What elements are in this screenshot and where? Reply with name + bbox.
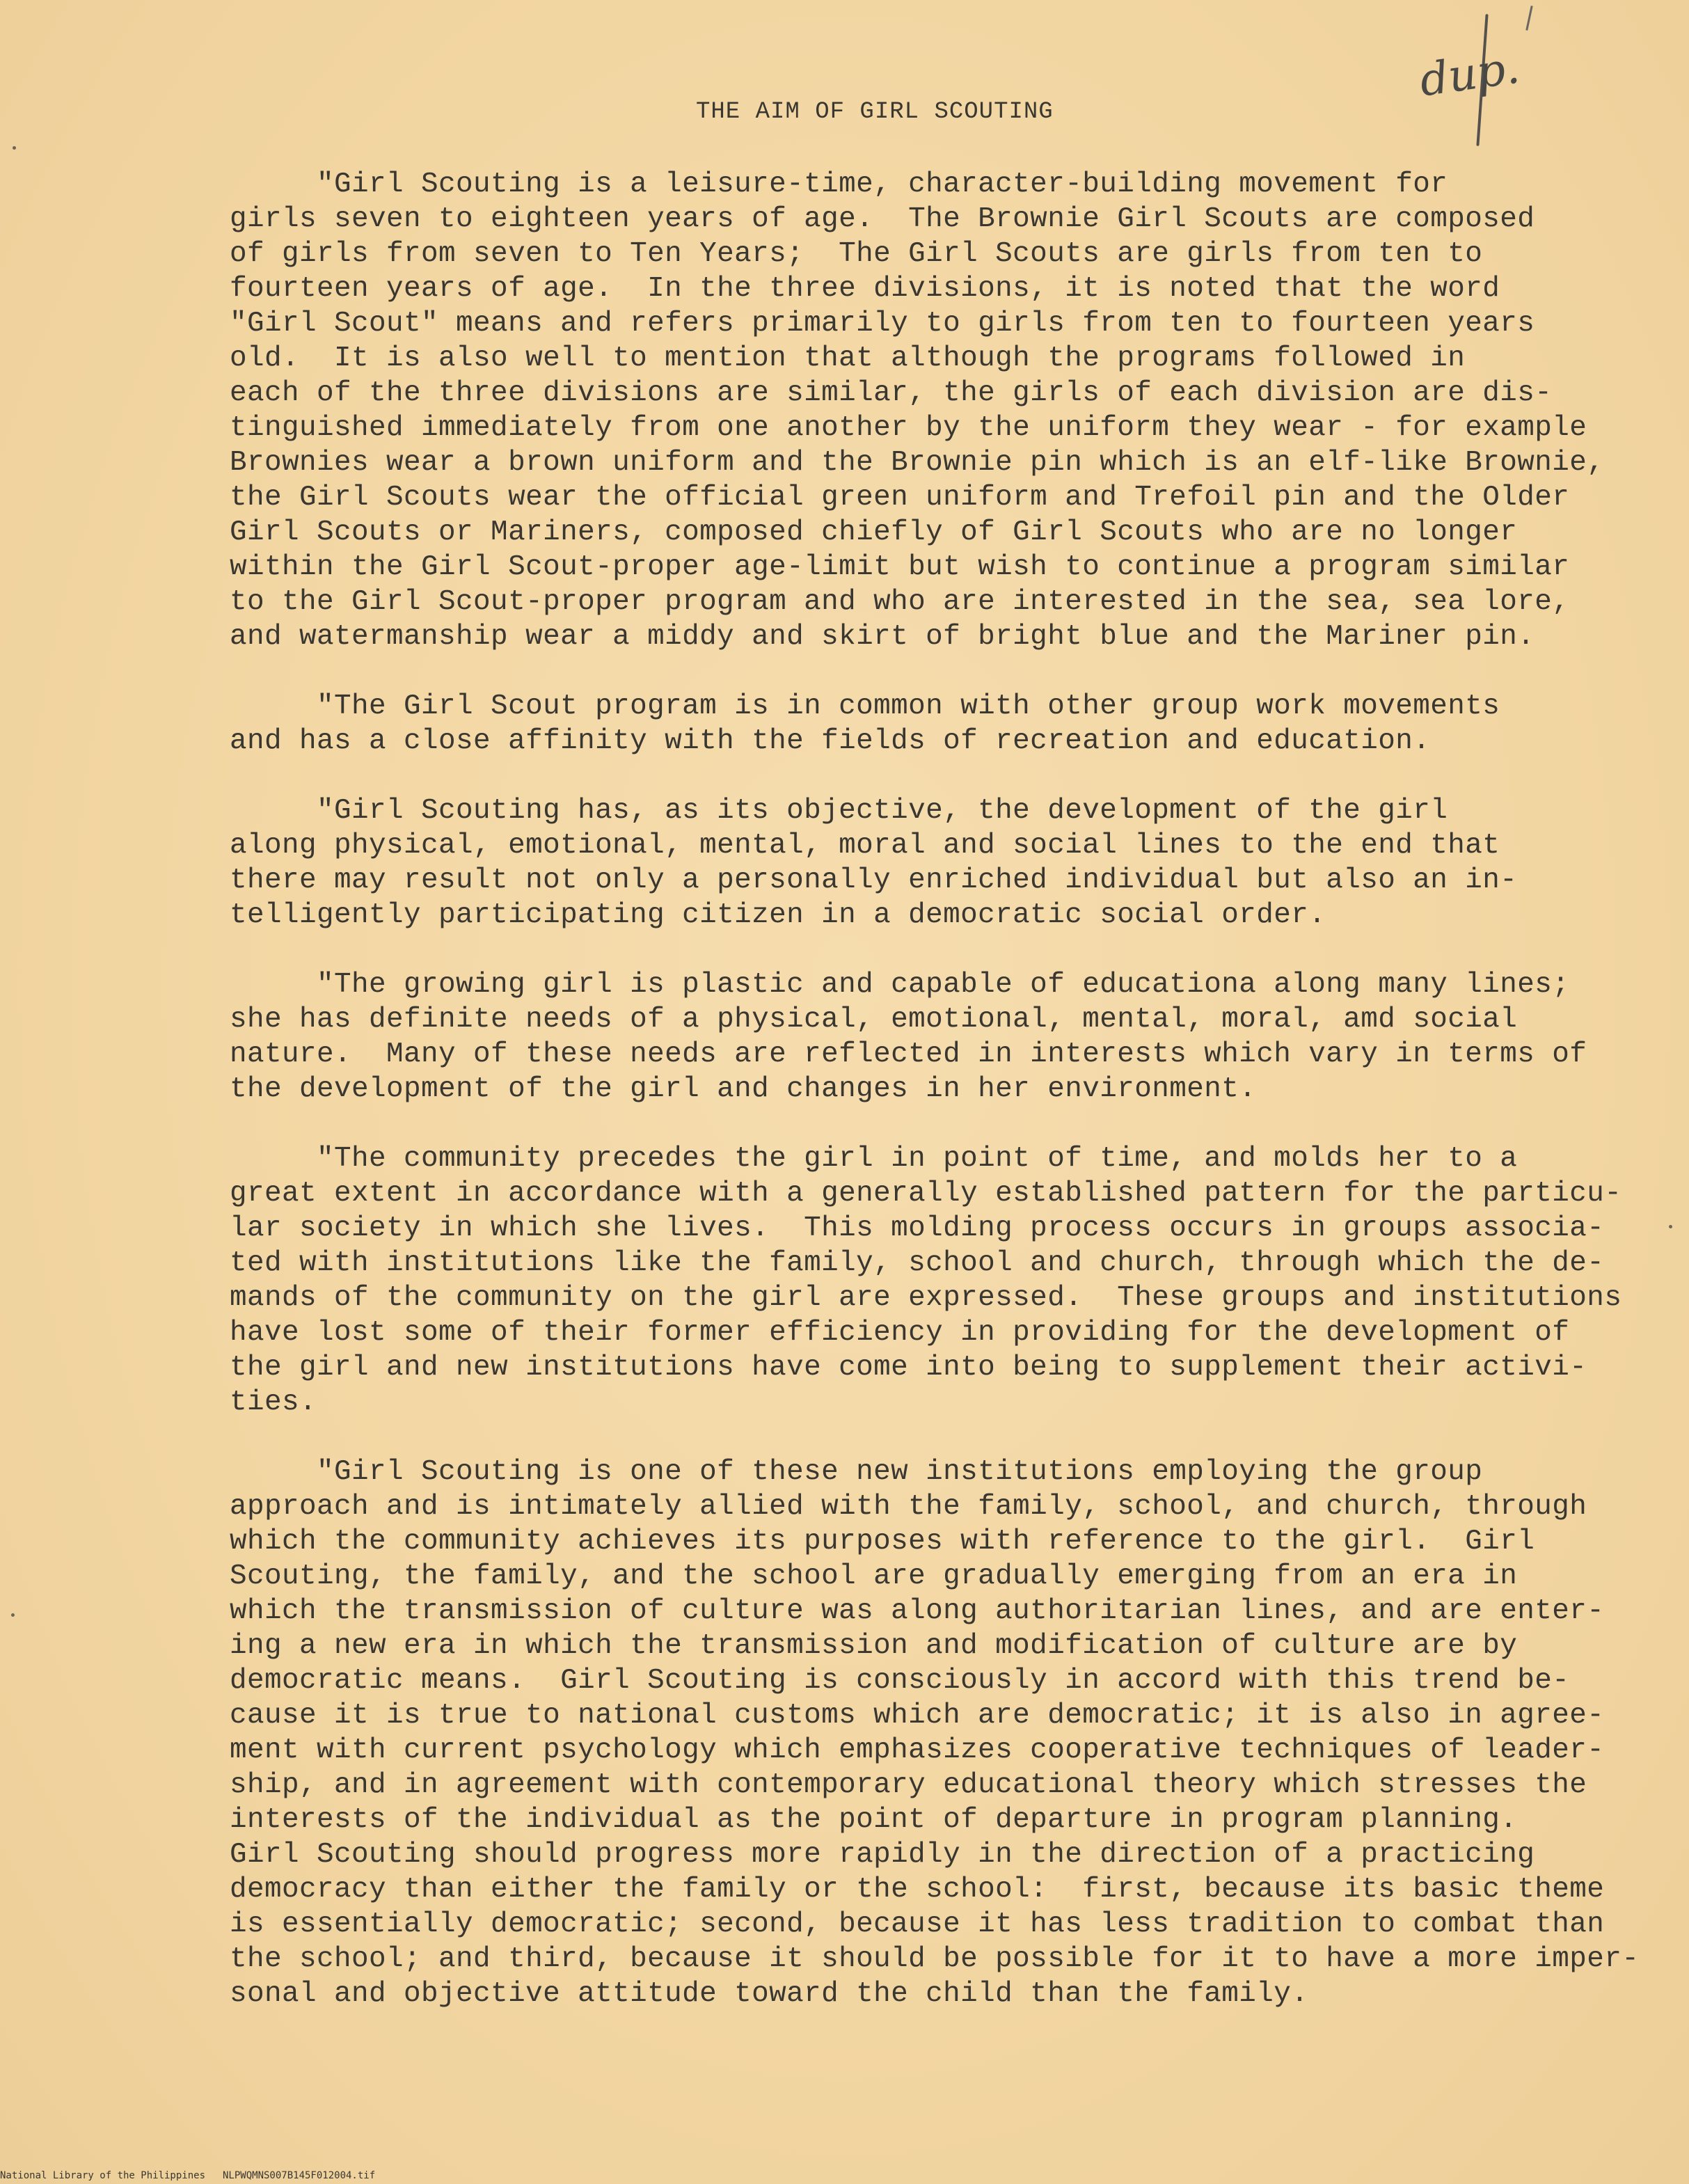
text-line: mands of the community on the girl are expressed. These groups and institutions	[230, 1282, 1622, 1314]
text-line: girls seven to eighteen years of age. The Brownie Girl Scouts are composed	[230, 203, 1535, 235]
text-line: along physical, emotional, mental, moral and social lines to the end that	[230, 830, 1500, 862]
text-line: is essentially democratic; second, because it has less tradition to combat than	[230, 1908, 1605, 1940]
text-line: sonal and objective attitude toward the child than the family.	[230, 1978, 1309, 2010]
text-line: nature. Many of these needs are reflected in interests which vary in terms of	[230, 1038, 1587, 1070]
text-line: the girl and new institutions have come into being to supplement their activi-	[230, 1352, 1587, 1384]
handwritten-annotation: dup.	[1416, 42, 1523, 107]
text-line: old. It is also well to mention that although the programs followed in	[230, 342, 1466, 374]
text-line: the development of the girl and changes in her environment.	[230, 1073, 1257, 1105]
document-title: THE AIM OF GIRL SCOUTING	[696, 99, 1054, 125]
paragraph-2	[230, 689, 1649, 759]
text-line: which the transmission of culture was along authoritarian lines, and are enter-	[230, 1595, 1605, 1627]
text-line: "Girl Scout" means and refers primarily to girls from ten to fourteen years	[230, 308, 1535, 340]
text-line: Girl Scouting should progress more rapidly in the direction of a practicing	[230, 1839, 1535, 1871]
text-line: the school; and third, because it should be possible for it to have a more imper-	[230, 1943, 1640, 1975]
text-line: great extent in accordance with a generally established pattern for the particu-	[230, 1178, 1622, 1210]
text-line: ties.	[230, 1386, 317, 1418]
paragraph-5	[230, 1141, 1649, 1420]
text-line: "The community precedes the girl in point of time, and molds her to a	[230, 1143, 1518, 1175]
text-line: tinguished immediately from one another by the uniform they wear - for example	[230, 412, 1587, 444]
footer-filename: NLPWQMNS007B145F012004.tif	[223, 2170, 376, 2181]
text-line: "Girl Scouting has, as its objective, the development of the girl	[230, 795, 1448, 827]
text-line: democracy than either the family or the school: first, because its basic theme	[230, 1874, 1605, 1906]
paragraph-1	[230, 167, 1649, 654]
text-line: of girls from seven to Ten Years; The Girl Scouts are girls from ten to	[230, 238, 1483, 270]
text-line: which the community achieves its purposes with reference to the girl. Girl	[230, 1526, 1535, 1558]
text-line: each of the three divisions are similar, the girls of each division are dis-	[230, 377, 1553, 409]
text-line: to the Girl Scout-proper program and who are interested in the sea, sea lore,	[230, 586, 1570, 618]
text-line: "The Girl Scout program is in common with other group work movements	[230, 690, 1500, 722]
text-line: there may result not only a personally enriched individual but also an in-	[230, 864, 1518, 896]
text-line: approach and is intimately allied with the family, school, and church, through	[230, 1491, 1587, 1523]
text-line: and watermanship wear a middy and skirt of bright blue and the Mariner pin.	[230, 621, 1535, 653]
text-line: lar society in which she lives. This molding process occurs in groups associa-	[230, 1212, 1605, 1244]
paragraph-3	[230, 793, 1649, 933]
text-line: ted with institutions like the family, school and church, through which the de-	[230, 1247, 1605, 1279]
paper-speck	[11, 1613, 15, 1617]
text-line: the Girl Scouts wear the official green uniform and Trefoil pin and the Older	[230, 482, 1570, 514]
text-line: interests of the individual as the point of departure in program planning.	[230, 1804, 1518, 1836]
text-line: fourteen years of age. In the three divisions, it is noted that the word	[230, 273, 1500, 305]
text-line: ship, and in agreement with contemporary educational theory which stresses the	[230, 1769, 1587, 1801]
text-line: telligently participating citizen in a democratic social order.	[230, 899, 1326, 931]
paragraph-4	[230, 967, 1649, 1107]
text-line: "Girl Scouting is one of these new institutions employing the group	[230, 1456, 1483, 1488]
document-body	[230, 167, 1649, 2046]
text-line: ment with current psychology which emphasizes cooperative techniques of leader-	[230, 1734, 1605, 1766]
paragraph-6	[230, 1455, 1649, 2011]
text-line: Brownies wear a brown uniform and the Brownie pin which is an elf-like Brownie,	[230, 447, 1605, 479]
paper-speck	[13, 146, 16, 150]
text-line: Girl Scouts or Mariners, composed chiefly of Girl Scouts who are no longer	[230, 516, 1518, 548]
footer-library-label: National Library of the Philippines	[0, 2170, 206, 2181]
text-line: she has definite needs of a physical, emotional, mental, moral, amd social	[230, 1004, 1518, 1036]
text-line: within the Girl Scout-proper age-limit but wish to continue a program similar	[230, 551, 1570, 583]
text-line: Scouting, the family, and the school are gradually emerging from an era in	[230, 1560, 1518, 1592]
text-line: and has a close affinity with the fields of recreation and education.	[230, 725, 1431, 757]
text-line: "Girl Scouting is a leisure-time, character-building movement for	[230, 168, 1448, 200]
text-line: "The growing girl is plastic and capable of educationa along many lines;	[230, 969, 1570, 1001]
pencil-tick-mark	[1525, 6, 1532, 31]
text-line: cause it is true to national customs which are democratic; it is also in agree-	[230, 1700, 1605, 1732]
text-line: have lost some of their former efficiency in providing for the development of	[230, 1317, 1570, 1349]
text-line: democratic means. Girl Scouting is consciously in accord with this trend be-	[230, 1665, 1570, 1697]
text-line: ing a new era in which the transmission and modification of culture are by	[230, 1630, 1518, 1662]
paper-speck	[1669, 1225, 1672, 1228]
